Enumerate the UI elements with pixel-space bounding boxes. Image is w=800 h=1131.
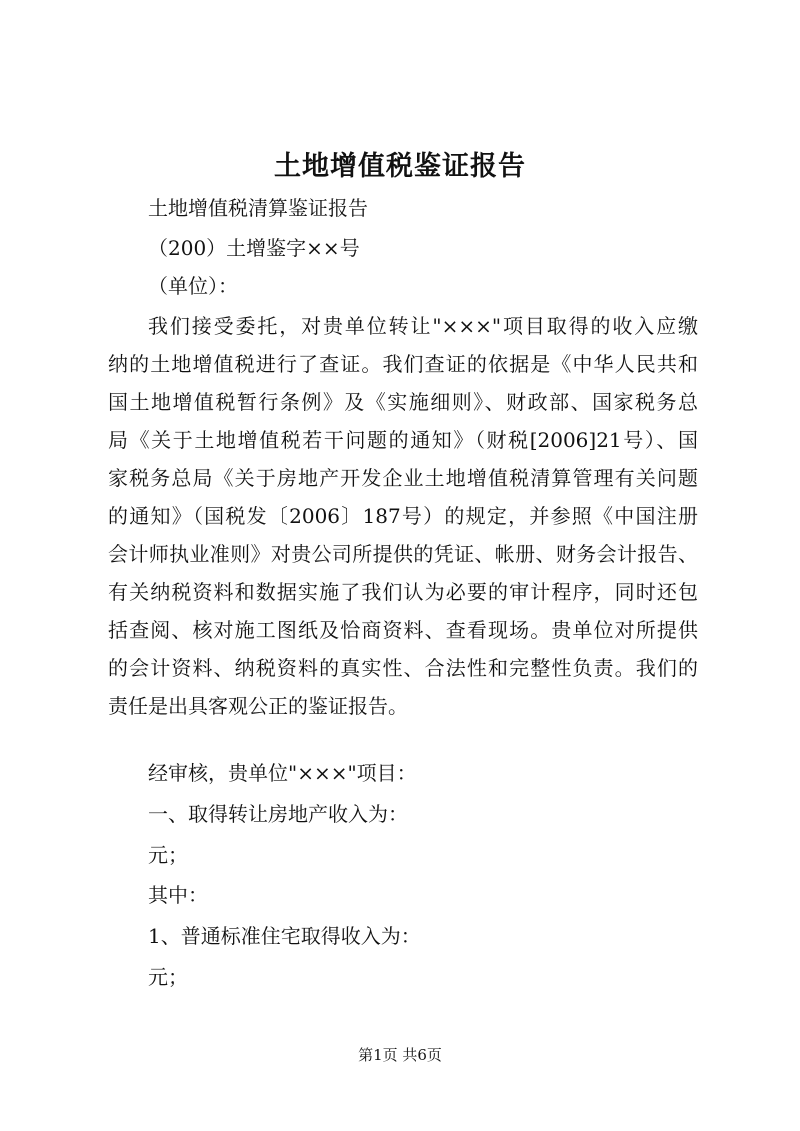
item-one: 一、取得转让房地产收入为： — [148, 802, 408, 826]
amount-yuan: 元； — [148, 843, 188, 867]
page-footer: 第1页 共6页 — [358, 1046, 442, 1064]
body-line: 国土地增值税暂行条例》及《实施细则》、财政部、国家税务总 — [108, 390, 698, 414]
body-line: 局《关于土地增值税若干问题的通知》（财税[2006]21号）、国 — [108, 428, 698, 452]
body-line: 会计师执业准则》对贵公司所提供的凭证、帐册、财务会计报告、 — [108, 542, 698, 566]
review-line: 经审核，贵单位"×××"项目： — [148, 761, 417, 785]
body-paragraph — [108, 307, 698, 725]
body-line: 括查阅、核对施工图纸及恰商资料、查看现场。贵单位对所提供 — [108, 618, 698, 642]
body-line: 纳的土地增值税进行了查证。我们查证的依据是《中华人民共和 — [108, 352, 698, 376]
item-1: 1、普通标准住宅取得收入为： — [148, 924, 421, 948]
amount-yuan: 元； — [148, 965, 188, 989]
body-line: 责任是出具客观公正的鉴证报告。 — [108, 694, 408, 718]
body-line: 的通知》（国税发〔2006〕187号）的规定，并参照《中国注册 — [108, 504, 698, 528]
document-title: 土地增值税鉴证报告 — [274, 151, 526, 182]
body-line: 有关纳税资料和数据实施了我们认为必要的审计程序，同时还包 — [108, 580, 698, 604]
among-label: 其中： — [148, 883, 208, 907]
report-subtitle: 土地增值税清算鉴证报告 — [148, 196, 368, 220]
addressee: （单位）： — [148, 274, 238, 298]
body-line: 我们接受委托，对贵单位转让"×××"项目取得的收入应缴 — [148, 314, 698, 338]
reference-number: （200）土增鉴字××号 — [148, 236, 360, 260]
body-line: 家税务总局《关于房地产开发企业土地增值税清算管理有关问题 — [108, 466, 698, 490]
body-line: 的会计资料、纳税资料的真实性、合法性和完整性负责。我们的 — [108, 656, 698, 680]
